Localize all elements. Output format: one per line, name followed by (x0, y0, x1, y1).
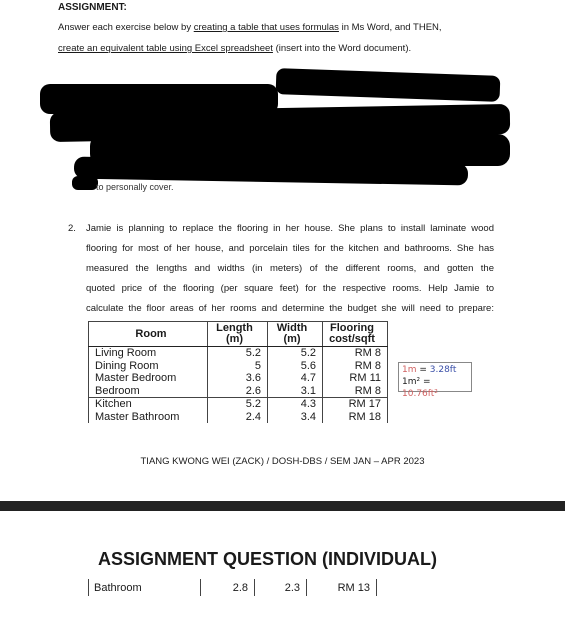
table-header-row (89, 322, 388, 347)
note-line-2 (402, 376, 468, 400)
note-1m: 1m (402, 365, 417, 375)
cell-cost: RM 11 (323, 372, 388, 385)
instruction-link-word-table: creating a table that uses formulas (193, 22, 339, 33)
note-eq-2: = (420, 377, 431, 387)
instruction-link-excel-table: create an equivalent table using Excel spreadsheet (58, 43, 273, 54)
header-cost (323, 322, 388, 347)
header-width-label: Width (276, 322, 308, 334)
cell-length: 2.4 (208, 411, 268, 424)
table-row (89, 360, 388, 373)
redacted-residual-text: to personally cover. (96, 182, 174, 192)
table-row (89, 347, 388, 360)
assignment-heading: ASSIGNMENT: (58, 2, 127, 13)
cell-room: Master Bedroom (89, 372, 208, 385)
cell-length: 5.2 (208, 398, 268, 411)
header-length-unit: (m) (225, 333, 244, 345)
cell-cost: RM 8 (323, 385, 388, 398)
cell-cost: RM 8 (323, 360, 388, 373)
cell-length: 5.2 (208, 347, 268, 360)
bath-cost: RM 13 (337, 582, 370, 594)
cell-width: 5.2 (268, 347, 323, 360)
cell-width: 4.3 (268, 398, 323, 411)
note-10-76ft2: 10.76ft² (402, 389, 438, 399)
cell-width: 3.1 (268, 385, 323, 398)
cell-room: Bedroom (89, 385, 208, 398)
instruction-text-c: (insert into the Word document). (272, 43, 412, 54)
cell-width: 4.7 (268, 372, 323, 385)
bath-length: 2.8 (232, 582, 248, 594)
table-row (89, 385, 388, 398)
question-line-1: Jamie is planning to replace the flooring in her house. She plans to install laminate wood (86, 223, 494, 234)
cell-length: 2.6 (208, 385, 268, 398)
cell-cost: RM 17 (323, 398, 388, 411)
header-length (208, 322, 268, 347)
table-row (89, 411, 388, 424)
cell-room: Living Room (89, 347, 208, 360)
header-cost-unit: cost/sqft (329, 333, 375, 345)
header-length-label: Length (216, 322, 253, 334)
bath-room: Bathroom (94, 582, 142, 594)
redaction-block-6 (72, 176, 98, 190)
cell-room: Kitchen (89, 398, 208, 411)
bath-row-border-left (88, 579, 89, 596)
table-row (89, 398, 388, 411)
header-room: Room (89, 322, 208, 347)
cell-room: Master Bathroom (89, 411, 208, 424)
instruction-text-b: in Ms Word, and THEN, (338, 22, 442, 33)
flooring-table (88, 321, 388, 423)
page-break-bar (0, 501, 565, 511)
header-cost-label: Flooring (330, 322, 374, 334)
question-line-4: quoted price of the flooring (per square feet) for the respective rooms. Help Jamie to (86, 283, 494, 294)
instruction-line-1 (58, 22, 442, 33)
bath-row-border-right (376, 579, 377, 596)
note-line-1 (402, 364, 468, 376)
table-row (89, 372, 388, 385)
cell-cost: RM 18 (323, 411, 388, 424)
cell-width: 3.4 (268, 411, 323, 424)
cell-length: 3.6 (208, 372, 268, 385)
page2-title: ASSIGNMENT QUESTION (INDIVIDUAL) (97, 549, 437, 569)
bath-width: 2.3 (284, 582, 300, 594)
note-1m2: 1m² (402, 377, 421, 387)
redaction-block-2 (276, 68, 501, 102)
question-line-2: flooring for most of her house, and porcelain tiles for the kitchen and bathrooms. She has (86, 243, 494, 254)
cell-width: 5.6 (268, 360, 323, 373)
header-width (268, 322, 323, 347)
cell-room: Dining Room (89, 360, 208, 373)
note-eq-1: = (416, 365, 430, 375)
question-number: 2. (68, 223, 76, 234)
header-width-unit: (m) (283, 333, 301, 345)
handwritten-conversion-note (398, 362, 472, 399)
question-line-3: measured the lengths and widths (in meters) of the different rooms, and gotten the (86, 263, 494, 274)
instruction-text-a: Answer each exercise below by (58, 22, 194, 33)
instruction-line-2 (58, 43, 411, 54)
question-line-5: calculate the floor areas of her rooms and determine the budget she will need to prepare: (86, 303, 494, 314)
cell-cost: RM 8 (323, 347, 388, 360)
note-3-28ft: 3.28ft (429, 365, 457, 375)
cell-length: 5 (208, 360, 268, 373)
page-footer: TIANG KWONG WEI (ZACK) / DOSH-DBS / SEM JAN – APR 2023 (140, 456, 425, 467)
